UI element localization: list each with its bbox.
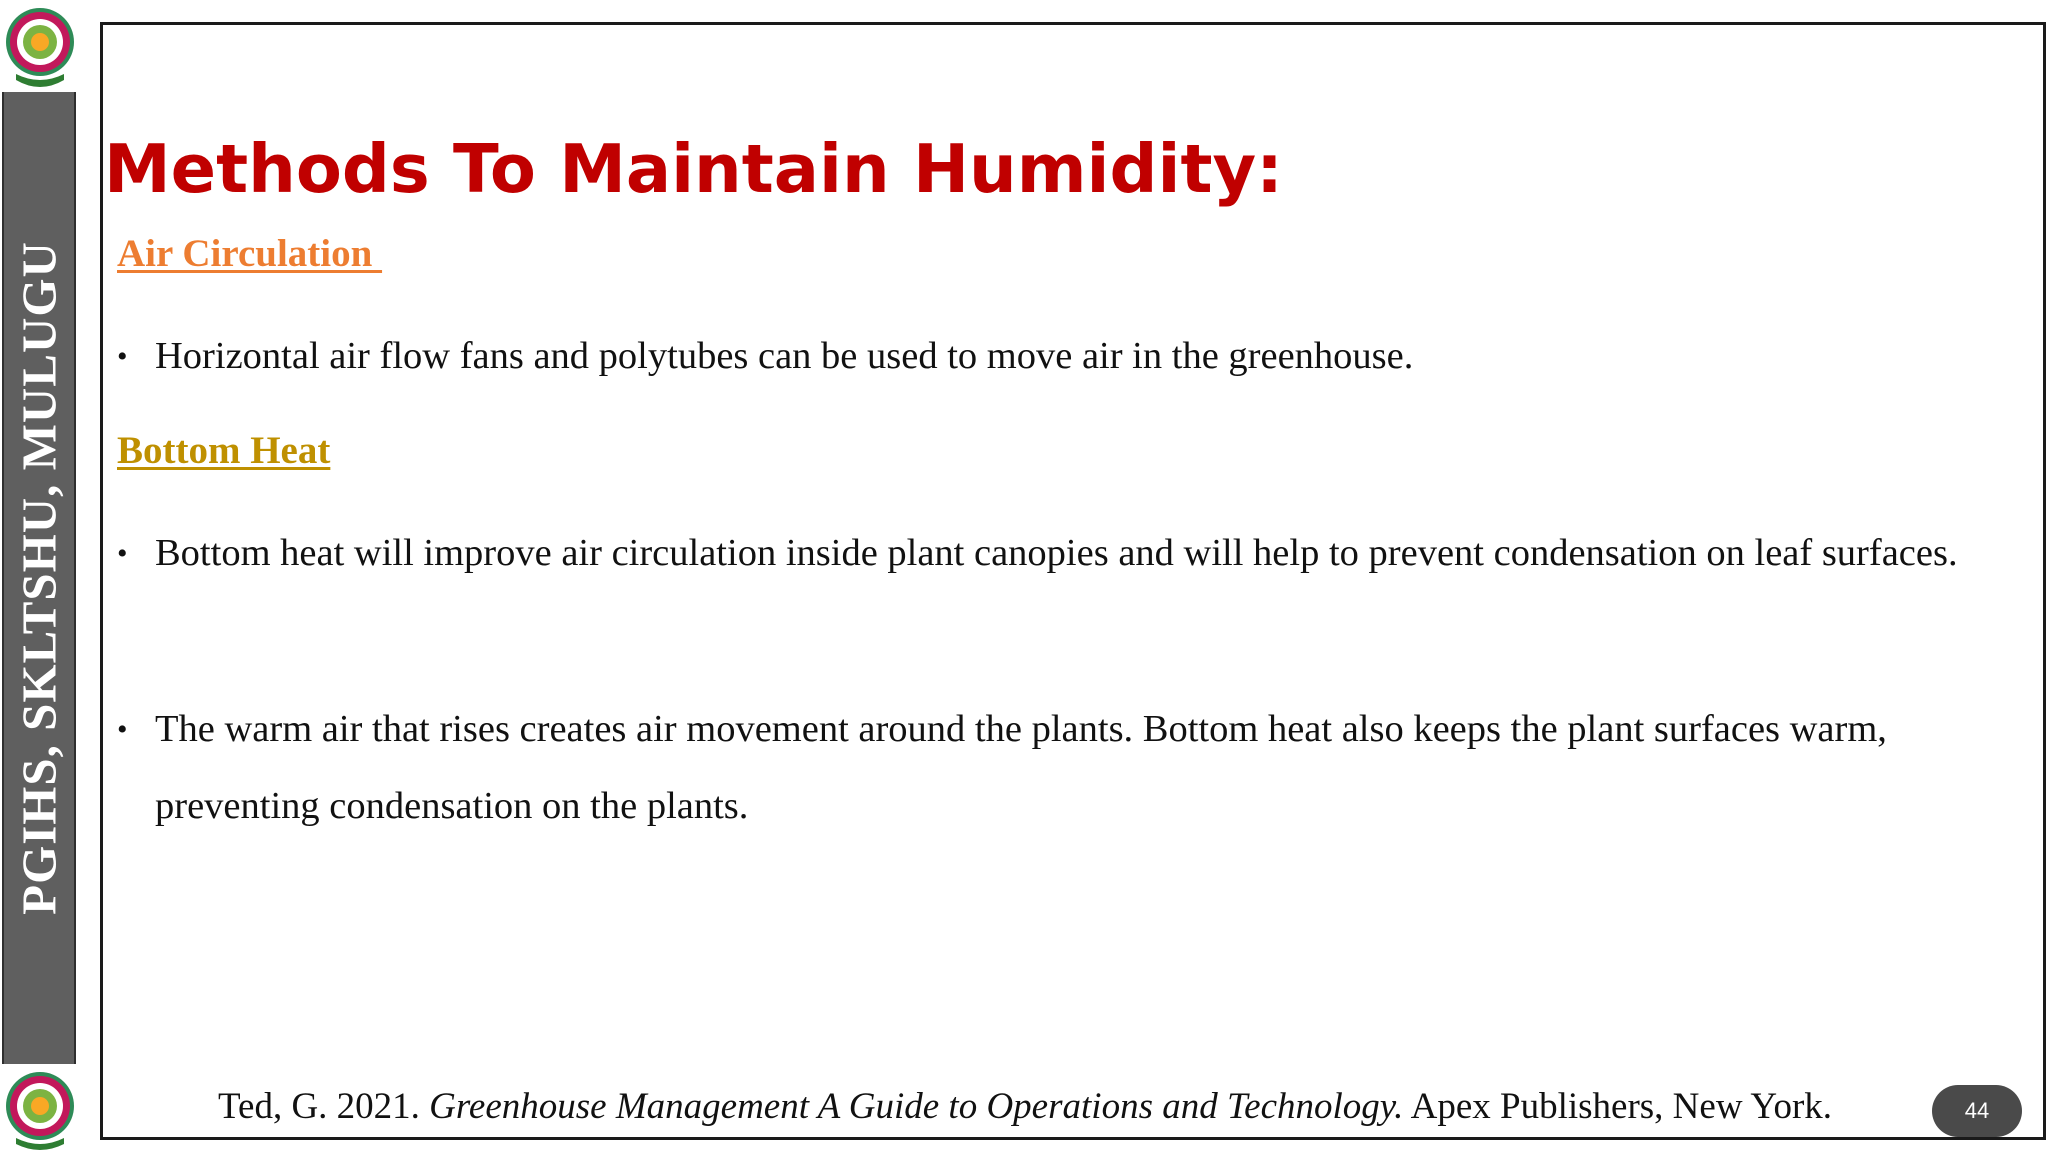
citation-publisher: Apex Publishers, New York.	[1403, 1086, 1833, 1127]
sidebar-institution-text: PGIHS, SKLTSHU, MULUGU	[11, 241, 67, 915]
list-item	[117, 318, 2017, 395]
bullet-icon: •	[117, 340, 128, 373]
bullet-text: Horizontal air flow fans and polytubes can be used to move air in the greenhouse.	[155, 335, 1414, 377]
citation	[218, 1085, 1832, 1128]
citation-author: Ted, G. 2021.	[218, 1086, 430, 1127]
bullet-text: The warm air that rises creates air movement around the plants. Bottom heat also keeps the plant surfaces warm, preventing condensation on the plants.	[155, 708, 1887, 827]
bullet-icon: •	[117, 713, 128, 746]
page-number-badge: 44	[1932, 1085, 2022, 1137]
bullet-icon: •	[117, 537, 128, 570]
bullet-text: Bottom heat will improve air circulation inside plant canopies and will help to prevent condensation on leaf surfaces.	[155, 532, 1958, 574]
list-item	[117, 691, 2017, 845]
page-title: Methods To Maintain Humidity:	[104, 130, 1283, 208]
section-heading-bottom-heat: Bottom Heat	[117, 429, 331, 472]
list-item	[117, 515, 2017, 592]
citation-title: Greenhouse Management A Guide to Operations and Technology.	[429, 1086, 1404, 1127]
university-seal-icon	[2, 2, 78, 90]
section-heading-air-circulation: Air Circulation	[117, 232, 383, 275]
sidebar	[0, 0, 80, 1152]
university-seal-icon	[2, 1062, 78, 1150]
